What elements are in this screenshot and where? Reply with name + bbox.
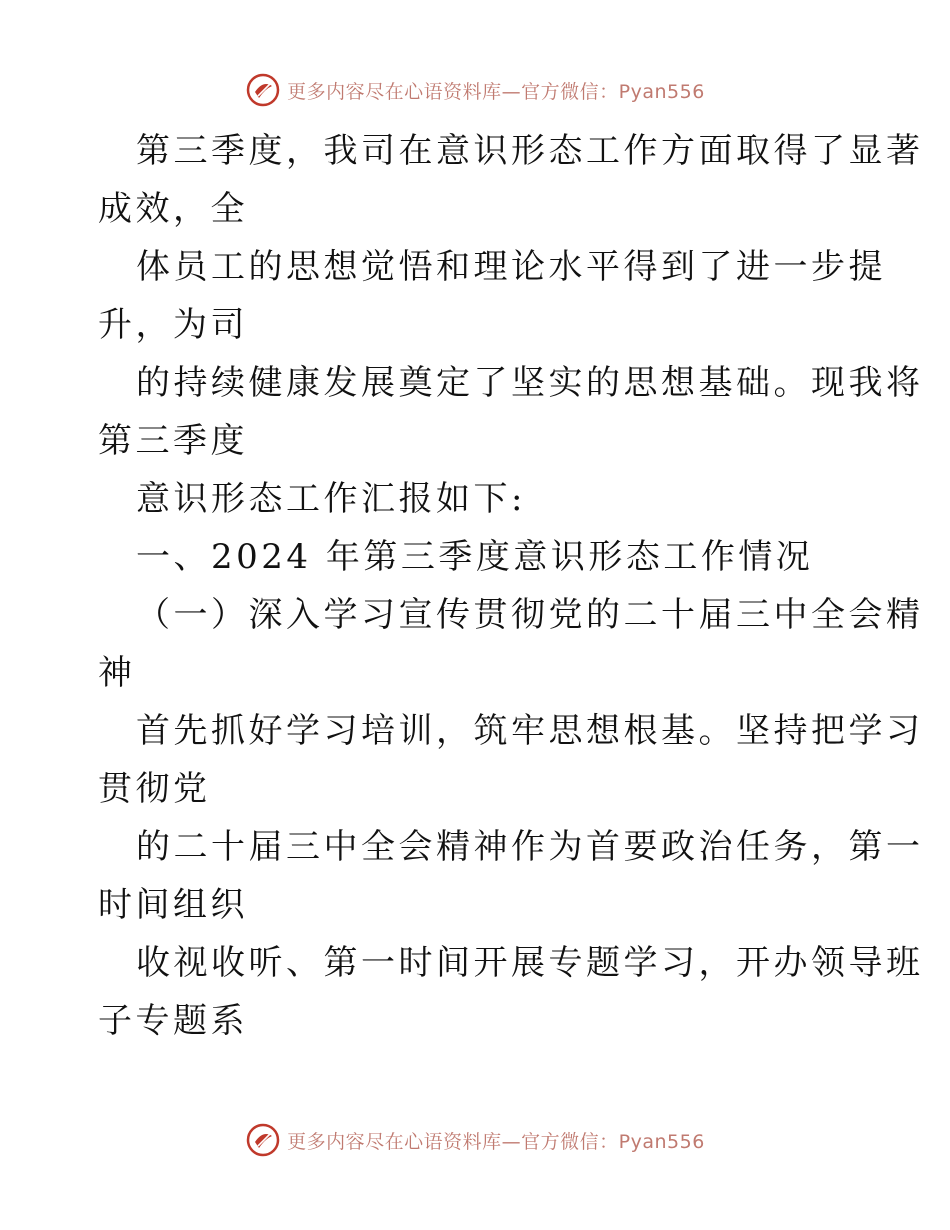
- document-body: [98, 122, 924, 1050]
- body-line: 体员工的思想觉悟和理论水平得到了进一步提: [136, 247, 886, 287]
- section-heading: 一、2024 年第三季度意识形态工作情况: [136, 537, 814, 577]
- logo-icon: [245, 72, 281, 108]
- body-line: 收视收听、第一时间开展专题学习，开办领导班: [136, 943, 924, 983]
- logo-icon: [245, 1122, 281, 1158]
- body-line: 升，为司: [98, 305, 248, 345]
- body-line: 神: [98, 653, 136, 693]
- body-line: 的二十届三中全会精神作为首要政治任务，第一: [136, 827, 924, 867]
- footer-banner: [0, 1120, 950, 1160]
- header-banner-text: 更多内容尽在心语资料库—官方微信：Pyan556: [287, 80, 705, 103]
- body-line: 时间组织: [98, 885, 248, 925]
- body-line: 子专题系: [98, 1001, 248, 1041]
- body-line: 成效，全: [98, 189, 248, 229]
- body-line: 第三季度，我司在意识形态工作方面取得了显著: [136, 131, 924, 171]
- body-line: 第三季度: [98, 421, 248, 461]
- body-line: 首先抓好学习培训，筑牢思想根基。坚持把学习: [136, 711, 924, 751]
- footer-banner-text: 更多内容尽在心语资料库—官方微信：Pyan556: [287, 1130, 705, 1153]
- body-line: 贯彻党: [98, 769, 211, 809]
- header-banner: [0, 70, 950, 110]
- body-line: 意识形态工作汇报如下:: [136, 479, 526, 519]
- subsection-heading: （一）深入学习宣传贯彻党的二十届三中全会精: [136, 595, 924, 635]
- body-line: 的持续健康发展奠定了坚实的思想基础。现我将: [136, 363, 924, 403]
